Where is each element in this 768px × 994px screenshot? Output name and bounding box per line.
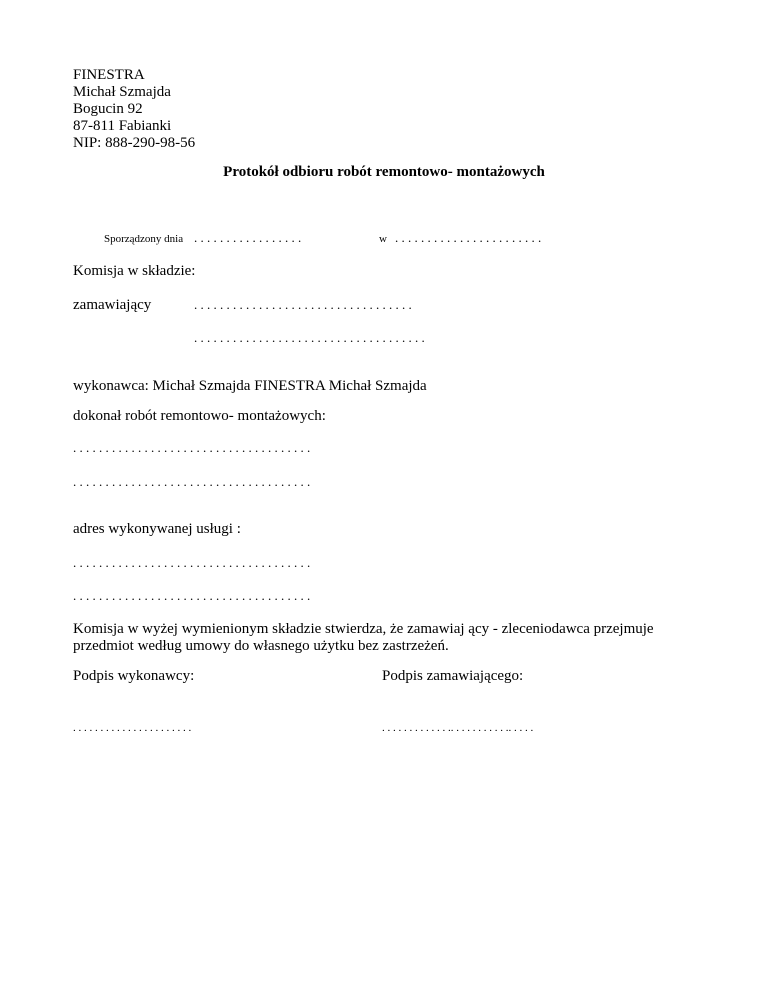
- address-dots-line-2[interactable]: . . . . . . . . . . . . . . . . . . . . . . . . . . . . . . . . . . . . .: [73, 588, 311, 603]
- client-dots-line-2[interactable]: . . . . . . . . . . . . . . . . . . . . . . . . . . . . . . . . . . . .: [194, 330, 425, 345]
- place-in-label: w: [379, 233, 387, 245]
- works-label: dokonał robót remontowo- montażowych:: [73, 408, 326, 424]
- place-dots-field[interactable]: . . . . . . . . . . . . . . . . . . . . . . .: [395, 230, 542, 245]
- contractor-line: wykonawca: Michał Szmajda FINESTRA Michał Szmajda: [73, 378, 427, 394]
- statement-paragraph: Komisja w wyżej wymienionym składzie stwierdza, że zamawiaj ący - zleceniodawca przejmuje przedmiot według umowy do własnego użytku bez zastrzeżeń.: [73, 621, 654, 654]
- commission-label: Komisja w składzie:: [73, 263, 196, 279]
- company-street: Bogucin 92: [73, 101, 143, 117]
- address-dots-line-1[interactable]: . . . . . . . . . . . . . . . . . . . . . . . . . . . . . . . . . . . . .: [73, 555, 311, 570]
- client-signature-label: Podpis zamawiającego:: [382, 668, 524, 684]
- contractor-signature-label: Podpis wykonawcy:: [73, 668, 195, 684]
- client-dots-line-1[interactable]: . . . . . . . . . . . . . . . . . . . . . . . . . . . . . . . . . .: [194, 297, 412, 312]
- company-nip: NIP: 888-290-98-56: [73, 135, 196, 151]
- works-dots-line-1[interactable]: . . . . . . . . . . . . . . . . . . . . . . . . . . . . . . . . . . . . .: [73, 440, 311, 455]
- company-city: 87-811 Fabianki: [73, 118, 172, 134]
- company-owner: Michał Szmajda: [73, 84, 171, 100]
- document-title: Protokół odbioru robót remontowo- montażowych: [223, 164, 545, 180]
- client-signature-dots[interactable]: . . . . . . . . . . . . .. . . . . . . . . . .. . . . .: [382, 722, 534, 734]
- drawn-up-label: Sporządzony dnia: [104, 233, 184, 245]
- company-name: FINESTRA: [73, 67, 145, 83]
- date-dots-field[interactable]: . . . . . . . . . . . . . . . . .: [194, 230, 302, 245]
- address-label: adres wykonywanej usługi :: [73, 521, 241, 537]
- works-dots-line-2[interactable]: . . . . . . . . . . . . . . . . . . . . . . . . . . . . . . . . . . . . .: [73, 474, 311, 489]
- company-address-block: [73, 67, 195, 152]
- contractor-signature-dots[interactable]: . . . . . . . . . . . . . . . . . . . . . .: [73, 722, 192, 734]
- client-label: zamawiający: [73, 297, 152, 313]
